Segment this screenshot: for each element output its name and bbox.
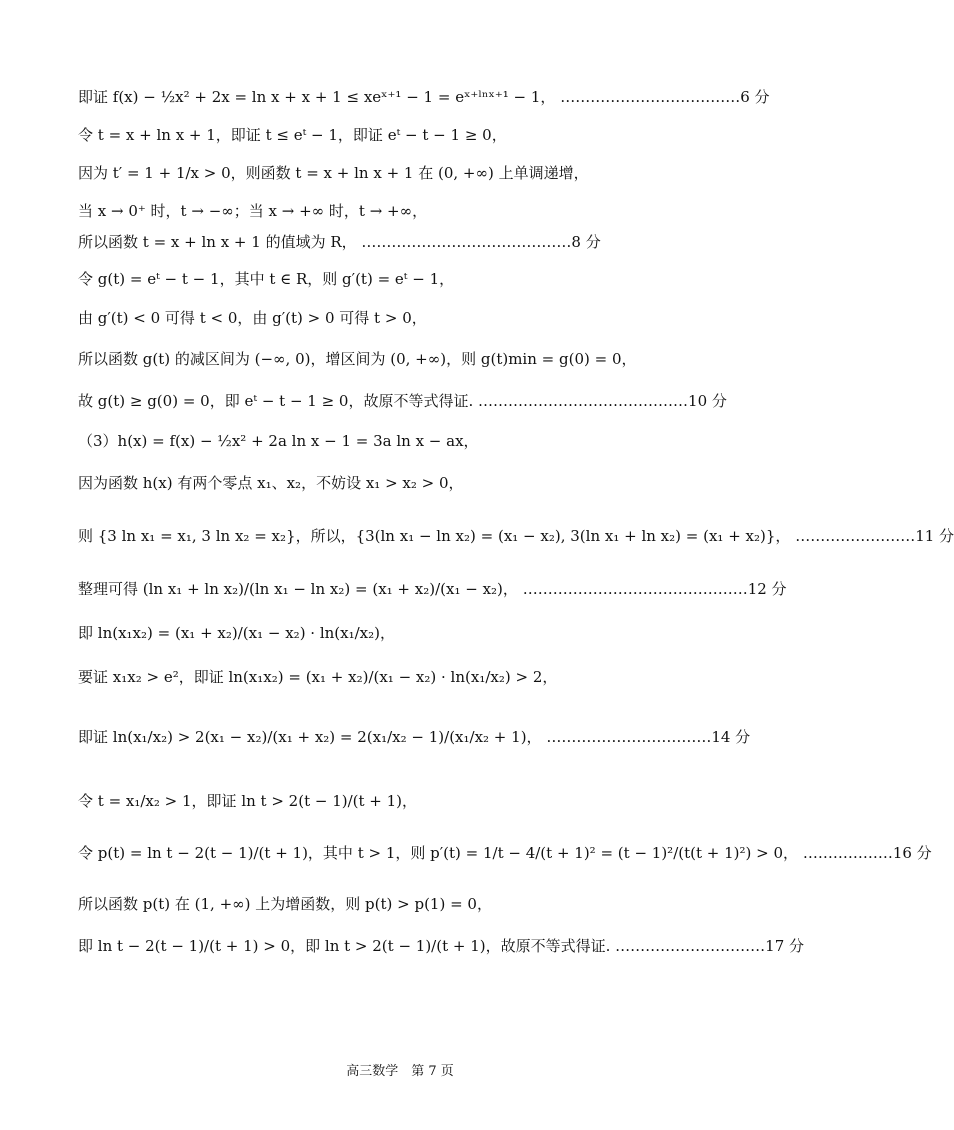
solution-line: 所以函数 p(t) 在 (1, +∞) 上为增函数，则 p(t) > p(1) = 0，	[78, 895, 492, 913]
score-mark: ……………………………14 分	[546, 728, 751, 746]
solution-line: 令 t = x + ln x + 1，即证 t ≤ eᵗ − 1，即证 eᵗ − t − 1 ≥ 0，	[78, 126, 507, 144]
solution-line: 由 g′(t) < 0 可得 t < 0，由 g′(t) > 0 可得 t > 0，	[78, 309, 427, 327]
page-footer: 高三数学 第 7 页	[346, 1064, 454, 1079]
solution-line: 令 g(t) = eᵗ − t − 1，其中 t ∈ R，则 g′(t) = eᵗ − 1，	[78, 270, 455, 288]
solution-line: 所以函数 t = x + ln x + 1 的值域为 R， ……………………………………8 分	[78, 233, 601, 251]
solution-line: 令 p(t) = ln t − 2(t − 1)/(t + 1)，其中 t > 1，则 p′(t) = 1/t − 4/(t + 1)² = (t − 1)²/(t(t + 1)²) > 0， ………………16 分	[78, 844, 932, 862]
score-mark: ………………………………6 分	[560, 88, 770, 106]
solution-line: 即 ln t − 2(t − 1)/(t + 1) > 0，即 ln t > 2(t − 1)/(t + 1)，故原不等式得证. …………………………17 分	[78, 937, 805, 955]
solution-line: 整理可得 (ln x₁ + ln x₂)/(ln x₁ − ln x₂) = (x₁ + x₂)/(x₁ − x₂)， ………………………………………12 分	[78, 580, 787, 598]
solution-line: 所以函数 g(t) 的减区间为 (−∞, 0)，增区间为 (0, +∞)，则 g(t)min = g(0) = 0，	[78, 350, 637, 368]
solution-line: 即证 f(x) − ½x² + 2x = ln x + x + 1 ≤ xeˣ⁺¹ − 1 = eˣ⁺ˡⁿˣ⁺¹ − 1， ………………………………6 分	[78, 88, 770, 106]
score-mark: ……………………………………10 分	[478, 392, 727, 410]
score-mark: ……………………………………8 分	[361, 233, 601, 251]
score-mark: ………………………………………12 分	[522, 580, 787, 598]
solution-line: 故 g(t) ≥ g(0) = 0，即 eᵗ − t − 1 ≥ 0，故原不等式得证. ……………………………………10 分	[78, 392, 727, 410]
solution-line: 即 ln(x₁x₂) = (x₁ + x₂)/(x₁ − x₂) · ln(x₁/x₂)，	[78, 624, 396, 642]
solution-line: 因为 t′ = 1 + 1/x > 0，则函数 t = x + ln x + 1 在 (0, +∞) 上单调递增，	[78, 164, 589, 182]
solution-line: 因为函数 h(x) 有两个零点 x₁、x₂，不妨设 x₁ > x₂ > 0，	[78, 474, 464, 492]
solution-line: 即证 ln(x₁/x₂) > 2(x₁ − x₂)/(x₁ + x₂) = 2(x₁/x₂ − 1)/(x₁/x₂ + 1)， ……………………………14 分	[78, 728, 751, 746]
solution-line: 则 {3 ln x₁ = x₁, 3 ln x₂ = x₂}，所以，{3(ln x₁ − ln x₂) = (x₁ − x₂), 3(ln x₁ + ln x₂) = (x₁ + x₂)}， ……………………11 分	[78, 527, 954, 545]
score-mark: ………………16 分	[802, 844, 932, 862]
score-mark: ……………………11 分	[795, 527, 954, 545]
solution-line: 令 t = x₁/x₂ > 1，即证 ln t > 2(t − 1)/(t + 1)，	[78, 792, 418, 810]
score-mark: …………………………17 分	[615, 937, 805, 955]
solution-line: 当 x → 0⁺ 时，t → −∞；当 x → +∞ 时，t → +∞，	[78, 202, 428, 220]
solution-line: （3）h(x) = f(x) − ½x² + 2a ln x − 1 = 3a ln x − ax，	[78, 432, 479, 450]
solution-line: 要证 x₁x₂ > e²，即证 ln(x₁x₂) = (x₁ + x₂)/(x₁ − x₂) · ln(x₁/x₂) > 2，	[78, 668, 558, 686]
